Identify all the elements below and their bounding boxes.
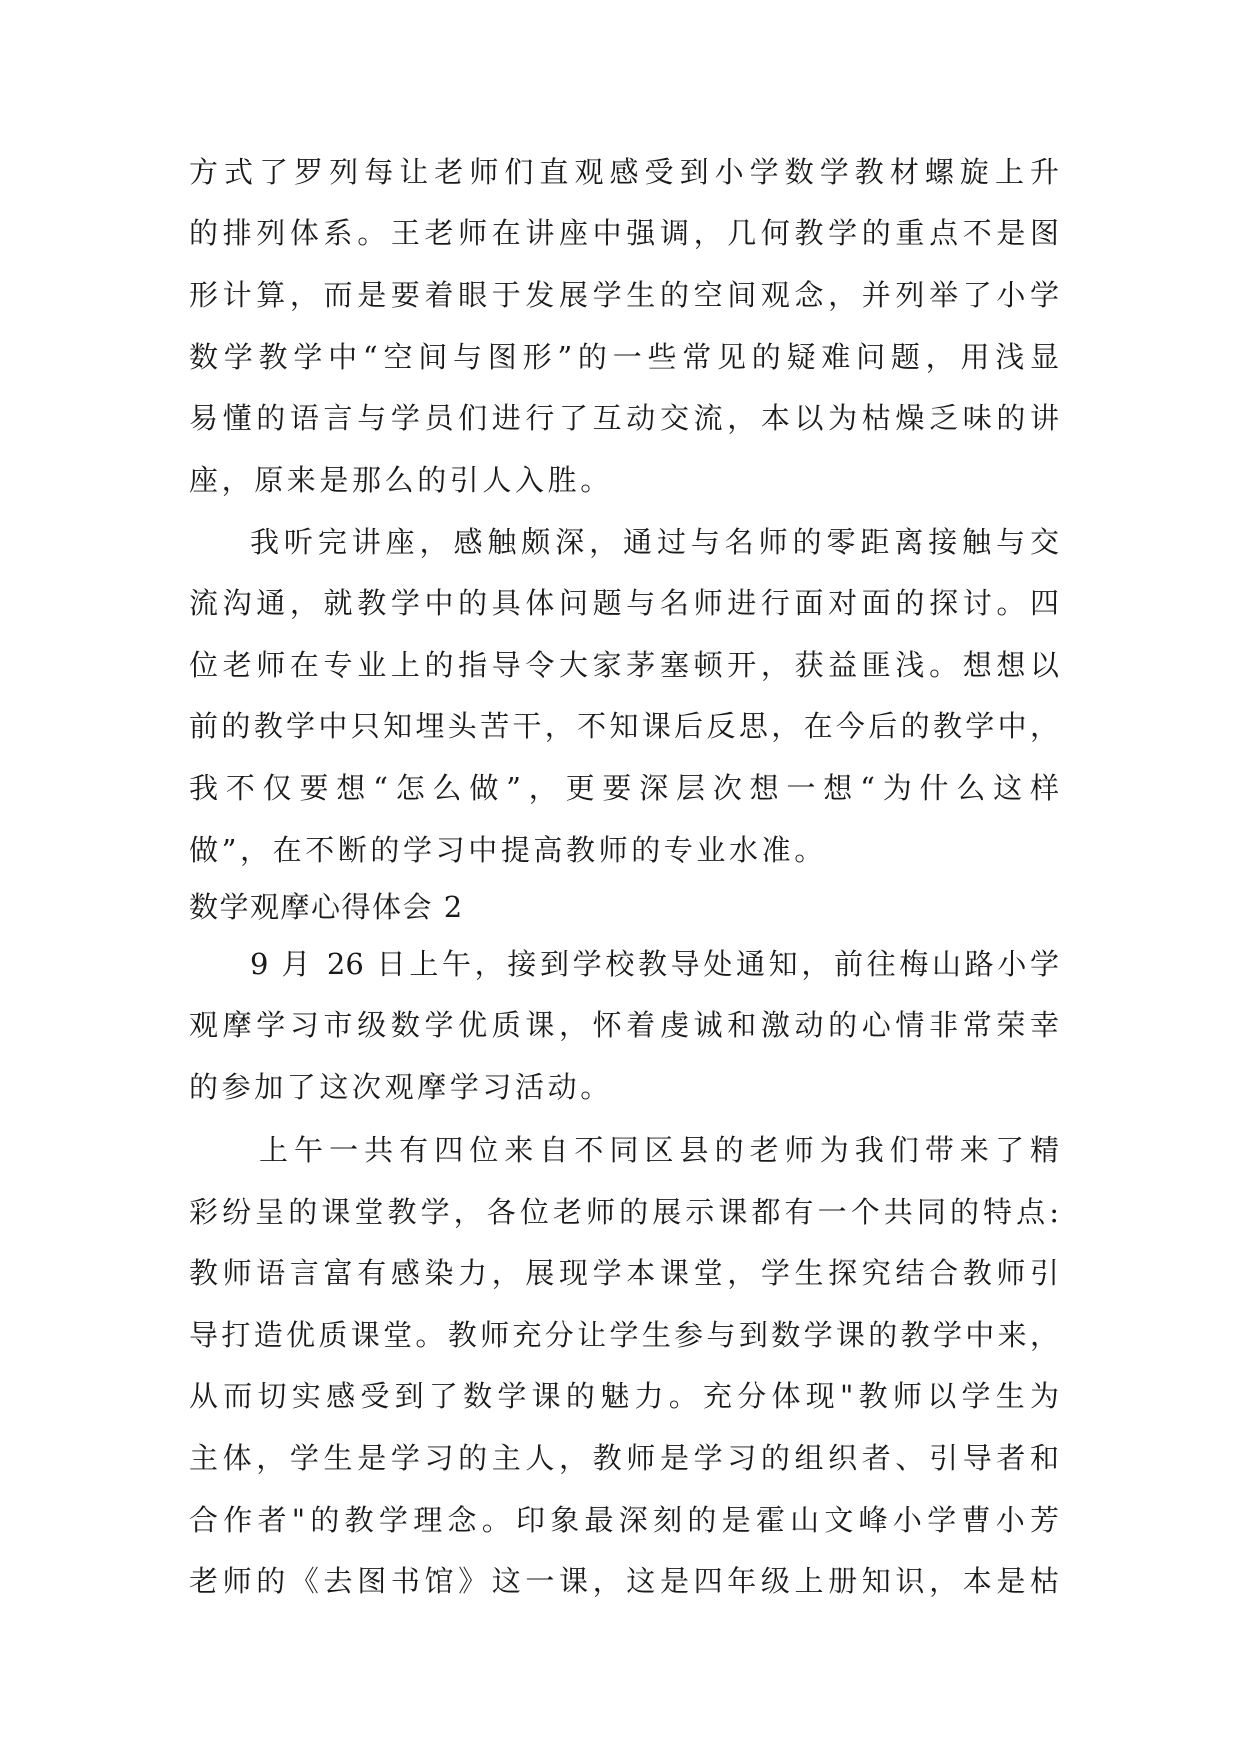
paragraph-3-line-3: 的参加了这次观摩学习活动。 bbox=[189, 1070, 613, 1104]
paragraph-4-line-5: 从而切实感受到了数学课的魅力。充分体现"教师以学生为 bbox=[189, 1379, 1059, 1413]
paragraph-4-line-8: 老师的《去图书馆》这一课，这是四年级上册知识，本是枯 bbox=[189, 1564, 1059, 1598]
paragraph-3-line-2: 观摩学习市级数学优质课，怀着虔诚和激动的心情非常荣幸 bbox=[189, 1008, 1059, 1042]
paragraph-1-line-5: 易懂的语言与学员们进行了互动交流，本以为枯燥乏味的讲 bbox=[189, 401, 1059, 435]
paragraph-4-line-3: 教师语言富有感染力，展现学本课堂，学生探究结合教师引 bbox=[189, 1256, 1059, 1290]
paragraph-4-line-7: 合作者"的教学理念。印象最深刻的是霍山文峰小学曹小芳 bbox=[189, 1503, 1059, 1537]
paragraph-1-line-1: 方式了罗列每让老师们直观感受到小学数学教材螺旋上升 bbox=[189, 155, 1059, 189]
paragraph-4-line-6: 主体，学生是学习的主人，教师是学习的组织者、引导者和 bbox=[189, 1441, 1059, 1475]
section-heading: 数学观摩心得体会 2 bbox=[189, 890, 464, 924]
paragraph-4-line-1: 上午一共有四位来自不同区县的老师为我们带来了精 bbox=[259, 1133, 1059, 1167]
paragraph-4-line-2: 彩纷呈的课堂教学，各位老师的展示课都有一个共同的特点: bbox=[189, 1195, 1059, 1229]
paragraph-2-line-6: 做”，在不断的学习中提高教师的专业水准。 bbox=[189, 833, 827, 867]
paragraph-1-line-4: 数学教学中“空间与图形”的一些常见的疑难问题，用浅显 bbox=[189, 340, 1059, 374]
paragraph-1-line-3: 形计算，而是要着眼于发展学生的空间观念，并列举了小学 bbox=[189, 278, 1059, 312]
paragraph-2-line-1: 我听完讲座，感触颇深，通过与名师的零距离接触与交 bbox=[250, 525, 1059, 559]
paragraph-3-line-1: 9 月 26 日上午，接到学校教导处通知，前往梅山路小学 bbox=[250, 947, 1059, 981]
paragraph-2-line-5: 我不仅要想“怎么做”，更要深层次想一想“为什么这样 bbox=[189, 771, 1059, 805]
paragraph-2-line-2: 流沟通，就教学中的具体问题与名师进行面对面的探讨。四 bbox=[189, 586, 1059, 620]
paragraph-2-line-3: 位老师在专业上的指导令大家茅塞顿开，获益匪浅。想想以 bbox=[189, 648, 1059, 682]
paragraph-1-line-2: 的排列体系。王老师在讲座中强调，几何教学的重点不是图 bbox=[189, 216, 1059, 250]
paragraph-4-line-4: 导打造优质课堂。教师充分让学生参与到数学课的教学中来， bbox=[189, 1318, 1059, 1352]
paragraph-2-line-4: 前的教学中只知埋头苦干，不知课后反思，在今后的教学中， bbox=[189, 709, 1059, 743]
paragraph-1-line-6: 座，原来是那么的引人入胜。 bbox=[189, 463, 613, 497]
